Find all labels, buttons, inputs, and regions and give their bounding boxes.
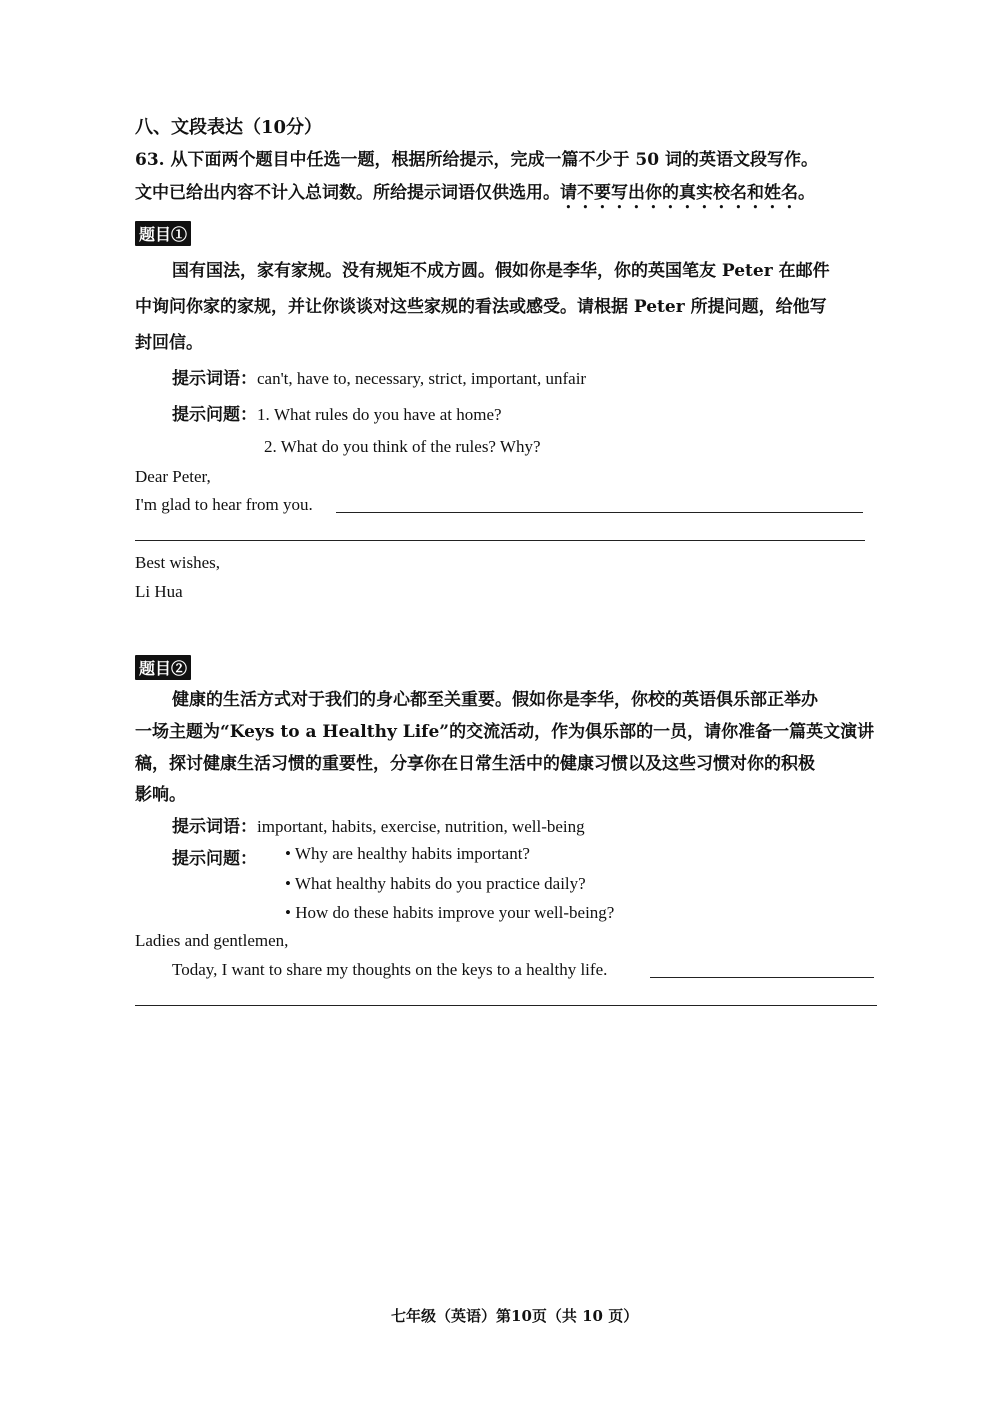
section-heading: 八、文段表达（10分） [135,117,323,138]
topic-1-para-line-2: 中询问你家的家规，并让你谈谈对这些家规的看法或感受。请根据 Peter 所提问题，给他写 [135,297,827,317]
topic-2-question-2: • What healthy habits do you practice daily? [285,874,586,893]
topic-2-hint-questions-label: 提示问题： [172,849,257,869]
topic-1-para-line-3: 封回信。 [135,333,203,353]
topic-1-hint-questions [172,400,502,425]
topic-1-badge: 题目① [135,221,191,246]
topic-1-answer-line-1[interactable] [336,512,863,513]
topic-1-signature: Li Hua [135,582,183,601]
instruction-line-2-a: 文中已给出内容不计入总词数。所给提示词语仅供选用。 [135,183,560,203]
topic-1-hint-words [172,364,586,389]
topic-2-para-line-2: 一场主题为“Keys to a Healthy Life”的交流活动，作为俱乐部的一员，请你准备一篇英文演讲 [135,722,875,742]
instruction-line-1: 63. 从下面两个题目中任选一题，根据所给提示，完成一篇不少于 50 词的英语文段写作。 [135,150,818,170]
topic-2-opening: Today, I want to share my thoughts on the keys to a healthy life. [172,960,608,979]
topic-2-para-line-1: 健康的生活方式对于我们的身心都至关重要。假如你是李华，你校的英语俱乐部正举办 [172,690,818,710]
topic-1-opening: I'm glad to hear from you. [135,495,313,514]
topic-1-hint-questions-label: 提示问题： [172,405,257,425]
topic-1-para-line-1: 国有国法，家有家规。没有规矩不成方圆。假如你是李华，你的英国笔友 Peter 在邮件 [172,261,830,281]
page-footer: 七年级（英语）第10页（共 10 页） [391,1307,639,1325]
topic-1-closing: Best wishes, [135,553,220,572]
topic-1-hint-words-text: can't, have to, necessary, strict, important, unfair [257,369,587,388]
topic-2-question-3: • How do these habits improve your well-being? [285,903,615,922]
topic-2-para-line-4: 影响。 [135,785,186,805]
topic-2-badge: 题目② [135,655,191,680]
topic-2-answer-line-2[interactable] [135,1005,877,1006]
topic-2-question-1: • Why are healthy habits important? [285,844,530,863]
topic-1-hint-words-label: 提示词语： [172,369,257,389]
instruction-line-2 [135,178,815,213]
topic-2-hint-words [172,812,585,837]
topic-2-answer-line-1[interactable] [650,977,874,978]
topic-2-salutation: Ladies and gentlemen, [135,931,289,950]
instruction-line-2-emphasis: 请不要写出你的真实校名和姓名。 [560,183,815,203]
topic-2-hint-words-label: 提示词语： [172,817,257,837]
topic-1-question-1: 1. What rules do you have at home? [257,405,502,424]
topic-1-answer-line-2[interactable] [135,540,865,541]
topic-2-hint-words-text: important, habits, exercise, nutrition, well-being [257,817,585,836]
topic-1-question-2: 2. What do you think of the rules? Why? [264,437,541,456]
topic-2-para-line-3: 稿，探讨健康生活习惯的重要性，分享你在日常生活中的健康习惯以及这些习惯对你的积极 [135,754,815,774]
topic-1-salutation: Dear Peter, [135,467,211,486]
